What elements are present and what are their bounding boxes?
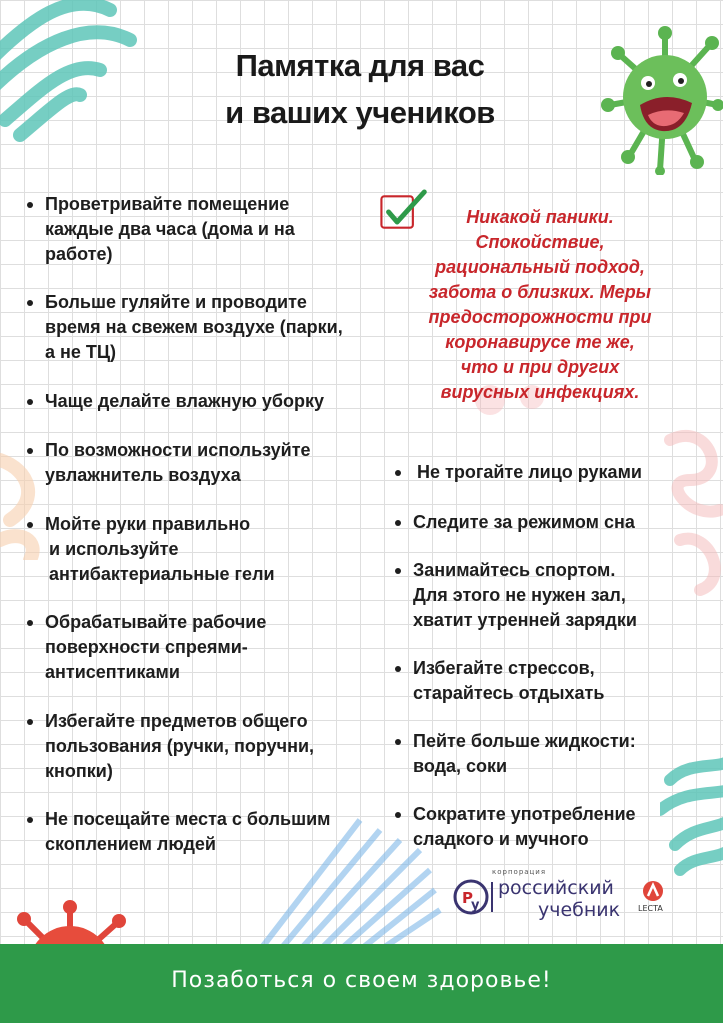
list-item [27, 290, 377, 365]
list-item-line: увлажнитель воздуха [45, 465, 241, 485]
list-item-line: Занимайтесь спортом. [413, 560, 616, 580]
list-item-line: сладкого и мучного [413, 829, 589, 849]
list-item [27, 807, 377, 857]
list-item-line: Не посещайте места с большим [45, 809, 331, 829]
list-item-line: Мойте руки правильно [45, 514, 251, 534]
logo-divider [491, 882, 493, 912]
list-item-line: Не трогайте лицо руками [417, 462, 642, 482]
title-line-2: и ваших учеников [225, 95, 495, 130]
note-line: Никакой паники. [466, 207, 614, 227]
list-item-line: Сократите употребление [413, 804, 636, 824]
note-line: рациональный подход, [435, 257, 645, 277]
list-item-line: время на свежем воздухе (парки, [45, 317, 343, 337]
list-item [27, 512, 377, 587]
svg-text:y: y [471, 898, 480, 913]
list-item-line: Больше гуляйте и проводите [45, 292, 307, 312]
list-item-line: каждые два часа (дома и на [45, 219, 295, 239]
list-item-line: Избегайте предметов общего [45, 711, 308, 731]
logo-corp-text: корпорация [492, 868, 547, 876]
list-item-line: антибактериальные гели [49, 564, 275, 584]
list-item [395, 656, 685, 706]
note-line: Спокойствие, [475, 232, 605, 252]
list-item-line: Обрабатывайте рабочие [45, 612, 267, 632]
logo-line-2: учебник [538, 899, 621, 921]
green-virus-icon [600, 15, 723, 175]
svg-text:P: P [462, 889, 473, 907]
list-item-line: вода, соки [413, 756, 508, 776]
list-item-line: поверхности спреями- [45, 637, 248, 657]
page-title [150, 42, 570, 136]
publisher-logo [452, 868, 672, 926]
note-line: забота о близких. Меры [428, 282, 652, 302]
note-line: предосторожности при [428, 307, 652, 327]
list-item-line: Чаще делайте влажную уборку [45, 391, 325, 411]
list-item-line: старайтесь отдыхать [413, 683, 605, 703]
list-item [27, 610, 377, 685]
list-item-line: Проветривайте помещение [45, 194, 290, 214]
list-item [395, 558, 685, 633]
teal-scribble-top-left-decoration [0, 0, 150, 150]
list-item [395, 802, 685, 852]
list-item-line: Для этого не нужен зал, [413, 585, 626, 605]
advice-list-right [395, 460, 685, 852]
advice-list-left [27, 192, 377, 857]
list-item-line: а не ТЦ) [45, 342, 117, 362]
logo-line-1: российский [498, 877, 614, 899]
list-item-line: Пейте больше жидкости: [413, 731, 636, 751]
lecta-logo-icon [642, 880, 664, 902]
list-item-line: и используйте [49, 539, 179, 559]
list-item [27, 438, 377, 488]
logo-lecta-text: LECTA [638, 904, 663, 913]
list-item [27, 389, 377, 414]
ru-logo-icon [452, 878, 490, 916]
list-item [395, 460, 685, 485]
list-item-line: По возможности используйте [45, 440, 311, 460]
calm-note [412, 205, 668, 405]
list-item [395, 510, 685, 535]
list-item-line: пользования (ручки, поручни, [45, 736, 315, 756]
list-item [27, 192, 377, 267]
list-item-line: антисептиками [45, 662, 180, 682]
list-item-line: Следите за режимом сна [413, 512, 635, 532]
list-item-line: Избегайте стрессов, [413, 658, 595, 678]
list-item [395, 729, 685, 779]
list-item-line: работе) [45, 244, 113, 264]
note-line: вирусных инфекциях. [440, 382, 640, 402]
list-item [27, 709, 377, 784]
footer-slogan: Позаботься о своем здоровье! [171, 968, 552, 993]
list-item-line: хватит утренней зарядки [413, 610, 637, 630]
note-line: коронавирусе те же, [445, 332, 635, 352]
list-item-line: скоплением людей [45, 834, 216, 854]
list-item-line: кнопки) [45, 761, 113, 781]
title-line-1: Памятка для вас [235, 48, 485, 83]
note-line: что и при других [460, 357, 620, 377]
